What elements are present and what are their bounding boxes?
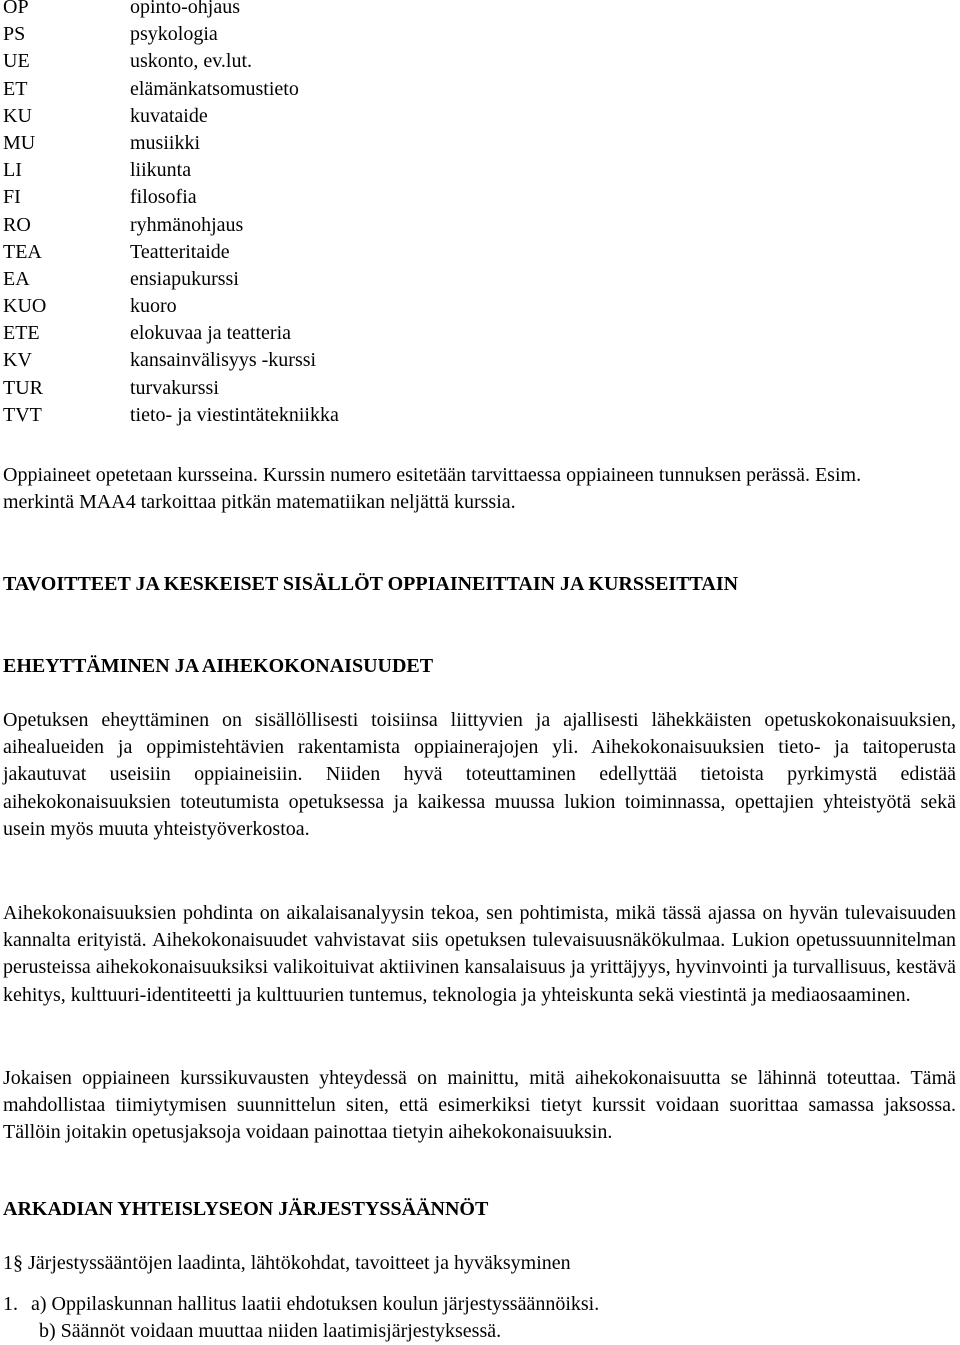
subject-list-item	[3, 375, 339, 402]
rules-item-a: a) Oppilaskunnan hallitus laatii ehdotuksen koulun järjestyssäännöiksi.	[31, 1293, 600, 1315]
main-heading: TAVOITTEET JA KESKEISET SISÄLLÖT OPPIAINEITTAIN JA KURSSEITTAIN	[3, 573, 739, 595]
rules-item-number: 1.	[3, 1293, 18, 1315]
subject-name: musiikki	[130, 131, 201, 154]
subject-list-item	[3, 320, 339, 347]
subject-code: EA	[3, 267, 30, 290]
subject-name: tieto- ja viestintätekniikka	[130, 403, 339, 426]
subject-name: elokuvaa ja teatteria	[130, 322, 292, 345]
subject-list-item	[3, 184, 339, 211]
subject-code: TUR	[3, 376, 43, 399]
subject-code: LI	[3, 159, 22, 182]
subject-list-item	[3, 347, 339, 374]
subject-code: TEA	[3, 240, 42, 263]
subject-abbreviation-list	[3, 0, 339, 429]
subject-code: TVT	[3, 403, 42, 426]
subject-name: liikunta	[130, 159, 192, 182]
subject-list-item	[3, 239, 339, 266]
subject-list-item	[3, 103, 339, 130]
subject-list-item	[3, 76, 339, 103]
subject-list-item	[3, 402, 339, 429]
course-numbering-note: Oppiaineet opetetaan kursseina. Kurssin numero esitetään tarvittaessa oppiaineen tunnuksen perässä. Esim. merkintä MAA4 tarkoittaa pitkän matematiikan neljättä kurssia.	[3, 464, 862, 514]
subject-list-item	[3, 21, 339, 48]
subject-code: KU	[3, 104, 32, 127]
subject-name: Teatteritaide	[130, 240, 230, 263]
integration-paragraph: Opetuksen eheyttäminen on sisällöllisesti toisiinsa liittyvien ja ajallisesti lähekkäisten opetuskokonaisuuksien, aihealueiden ja oppimistehtävien rakentamista oppiainerajojen yli. Aihekokonaisuuksien tieto- ja taitoperusta jakautuvat useisiin oppiaineisiin. Niiden hyvä toteuttaminen edellyttää tietoista pyrkimystä edistää aihekokonaisuuksien toteutumista opetuksessa ja kaikessa muussa lukion toiminnassa, opettajien yhteistyötä sekä usein myös muuta yhteistyöverkostoa.	[3, 709, 956, 840]
subject-list-item	[3, 130, 339, 157]
integration-section-heading: EHEYTTÄMINEN JA AIHEKOKONAISUUDET	[3, 655, 434, 677]
subject-list-item	[3, 212, 339, 239]
subject-code: RO	[3, 213, 31, 236]
subject-list-item	[3, 48, 339, 75]
integration-paragraph: Aihekokonaisuuksien pohdinta on aikalaisanalyysin tekoa, sen pohtimista, mikä tässä ajassa on hyvän tulevaisuuden kannalta erityistä. Aihekokonaisuudet vahvistavat siis opetuksen tulevaisuusnäkökulmaa. Lukion opetussuunnitelman perusteissa aihekokonaisuuksiksi valikoituivat aktiivinen kansalaisuus ja yrittäjyys, hyvinvointi ja turvallisuus, kestävä kehitys, kulttuuri-identiteetti ja kulttuurien tuntemus, teknologia ja yhteiskunta sekä viestintä ja mediaosaaminen.	[3, 902, 956, 1006]
integration-paragraph: Jokaisen oppiaineen kurssikuvausten yhteydessä on mainittu, mitä aihekokonaisuutta se lähinnä toteuttaa. Tämä mahdollistaa tiimiytymisen suunnittelun siten, että esimerkiksi tietyt kurssit voidaan suorittaa samassa jaksossa. Tällöin joitakin opetusjaksoja voidaan painottaa tietyin aihekokonaisuuksin.	[3, 1067, 956, 1144]
subject-list-item	[3, 157, 339, 184]
subject-code: OP	[3, 0, 29, 18]
subject-name: uskonto, ev.lut.	[130, 50, 253, 73]
rules-section-heading: ARKADIAN YHTEISLYSEON JÄRJESTYSSÄÄNNÖT	[3, 1198, 489, 1220]
subject-code: MU	[3, 131, 36, 154]
subject-name: filosofia	[130, 186, 197, 209]
subject-code: ET	[3, 77, 28, 100]
rules-item-b: b) Säännöt voidaan muuttaa niiden laatimisjärjestyksessä.	[39, 1320, 502, 1342]
subject-name: kuoro	[130, 295, 177, 318]
subject-name: psykologia	[130, 23, 218, 46]
subject-name: kansainvälisyys -kurssi	[130, 349, 317, 372]
subject-list-item	[3, 293, 339, 320]
subject-name: kuvataide	[130, 104, 208, 127]
subject-list-item	[3, 266, 339, 293]
subject-code: ETE	[3, 322, 40, 345]
subject-list-item	[3, 0, 339, 21]
rules-paragraph-title: 1§ Järjestyssääntöjen laadinta, lähtökohdat, tavoitteet ja hyväksyminen	[3, 1252, 571, 1274]
subject-name: turvakurssi	[130, 376, 219, 399]
subject-code: PS	[3, 23, 26, 46]
subject-code: KUO	[3, 295, 47, 318]
subject-code: FI	[3, 186, 21, 209]
subject-name: opinto-ohjaus	[130, 0, 240, 18]
subject-code: UE	[3, 50, 30, 73]
subject-name: ensiapukurssi	[130, 267, 239, 290]
subject-name: ryhmänohjaus	[130, 213, 244, 236]
subject-name: elämänkatsomustieto	[130, 77, 299, 100]
subject-code: KV	[3, 349, 32, 372]
